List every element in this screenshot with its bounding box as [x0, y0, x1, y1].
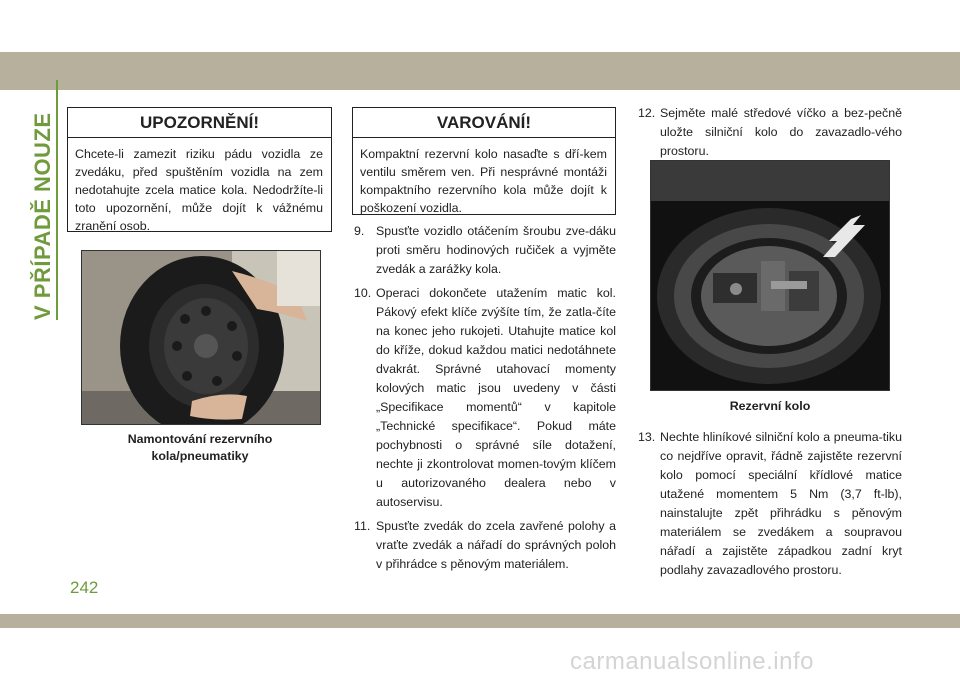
figure-right-caption: Rezervní kolo: [729, 399, 811, 413]
step-number: 11.: [354, 519, 371, 533]
step-13: [638, 428, 902, 580]
step-number: 13.: [638, 430, 656, 444]
caution-text: Kompaktní rezervní kolo nasaďte s dří-kem ventilu směrem ven. Při nesprávné montáži kompaktního rezervního kola může dojít k poškození vozidla.: [360, 147, 607, 215]
step-number: 9.: [354, 224, 365, 238]
step-9: [354, 222, 616, 279]
step-text: Spusťte vozidlo otáčením šroubu zve-dáku proti směru hodinových ručiček a vyjměte zvedák a zarážky kola.: [376, 224, 616, 276]
caution-heading: VAROVÁNÍ!: [353, 108, 615, 138]
page-number: 242: [70, 578, 99, 597]
warning-heading: UPOZORNĚNÍ!: [68, 108, 331, 138]
spare-wheel-photo: [650, 160, 890, 391]
spare-wheel-illustration: [651, 161, 889, 390]
warning-text: Chcete-li zamezit riziku pádu vozidla ze zvedáku, před spuštěním vozidla na zem nedotahujte zcela matice kola. Nedodržíte-li toto upozornění, může dojít k vážnému zranění osob.: [75, 147, 323, 233]
spare-tire-mounting-photo: [81, 250, 321, 425]
header-band: [0, 52, 960, 90]
watermark: carmanualsonline.info: [570, 648, 814, 675]
steps-right-bottom: [638, 428, 902, 585]
section-title: V PŘÍPADĚ NOUZE: [30, 80, 56, 320]
steps-middle: [354, 222, 616, 579]
footer-band: [0, 614, 960, 628]
step-text: Sejměte malé středové víčko a bez-pečně uložte silniční kolo do zavazadlo-vého prostoru.: [660, 106, 902, 158]
step-text: Operaci dokončete utažením matic kol. Pákový efekt klíče zvýšíte tím, že zatla-číte na konec jeho rukojeti. Utahujte matice kol do kříže, dokud každou matici nedotáhnete dvakrát. Správné utahovací momenty kolových matic jsou uvedeny v části „Specifikace momentů“ v kapitole „Technické specifikace“. Pokud máte pochybnosti o správné síle dotažení, nechte ji zkontrolovat momen-tovým klíčem u autorizovaného dealera nebo v autoservisu.: [376, 286, 616, 509]
figure-left-caption: Namontování rezervního kola/pneumatiky: [127, 432, 273, 463]
step-12: [638, 104, 902, 161]
step-text: Spusťte zvedák do zcela zavřené polohy a vraťte zvedák a nářadí do správných poloh v přihrádce s pěnovým materiálem.: [376, 519, 616, 571]
step-number: 10.: [354, 286, 372, 300]
step-number: 12.: [638, 106, 656, 120]
tire-mounting-illustration: [82, 251, 320, 424]
step-11: [354, 517, 616, 574]
step-10: [354, 284, 616, 512]
caution-box: [352, 107, 616, 215]
warning-box: [67, 107, 332, 232]
steps-right-top: [638, 104, 902, 166]
step-text: Nechte hliníkové silniční kolo a pneuma-tiku co nejdříve opravit, řádně zajistěte rezervní kolo pomocí speciální křídlové matice utažené momentem 5 Nm (3,7 ft-lb), nainstalujte zpět přihrádku s pěnovým materiálem se zvedákem a soupravou nářadí a zajistěte západkou zadní kryt podlahy zavazadlového prostoru.: [660, 430, 902, 577]
